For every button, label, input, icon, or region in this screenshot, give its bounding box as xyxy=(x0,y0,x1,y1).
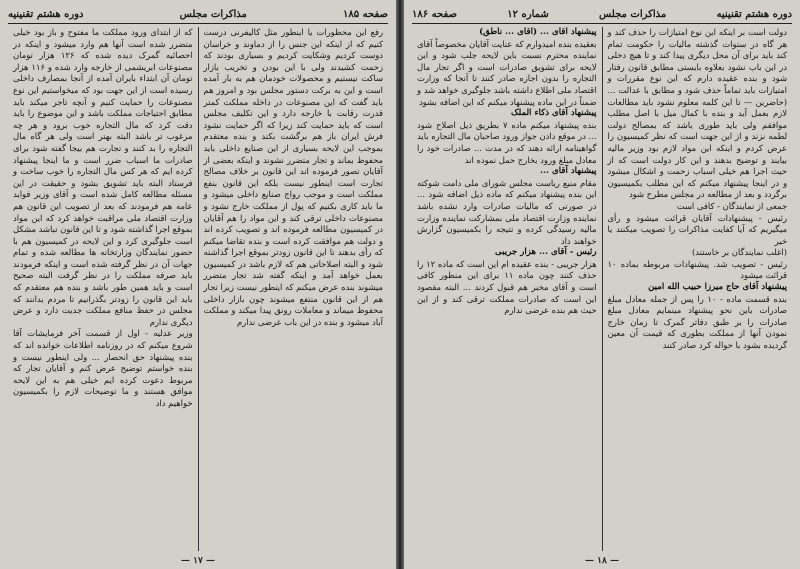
right-header-rule xyxy=(412,23,792,24)
right-col-right-text: دولت است بر اینکه این نوع امتیازات را حذف کند و هر گاه در سنوات گذشته مالیات را حکومت تمام کند باید برای آن محل دیگری پیدا کند و تا هیچ دخلی در این باب نشود بعلاوه بایستی مطابق قانون رفتار شود و بنده عقیده دارم که این نوع مقررات و امتیازات باید تماماً حذف شود و مطابق با عدالت ... (حاضرین — تا این کلمه معلوم نشود باید مطالعات لازم بعمل آید و بنده با کمال میل با اصل مطلب موافقم ولی باید طوری باشد که بمصالح دولت لطمه نزند و از این جهت است که نظر کمیسیون را عرض کردم و اینکه این مواد لازم بود وزیر مالیه بیایند و توضیح بدهند و این کار دولت است که از حیث اجرا هم خیلی اسباب زحمت و اشکال میشود و در اینجا پیشنهاد میکنم که این مطلب بکمیسیون برگردد و بعد از مطالعه در مجلس مطرح شود xyxy=(607,27,787,200)
left-page xyxy=(0,0,396,569)
sub-heading-1: پیشنهاد آقای ذکاء الملک xyxy=(510,108,597,119)
vote-line-3: (اغلب نمایندگان بر خاستند) xyxy=(691,247,787,258)
left-page-col-left xyxy=(8,27,198,551)
left-page-footer: — ۱۷ — xyxy=(181,556,215,566)
right-page-columns xyxy=(412,27,792,551)
left-col-right-text: رفع این محظورات یا اینطور مثل کالیفرنی درست کنیم که از اینکه این جنس را از دماوند و خراسان دوست کردیم وشکایت کردیم و بسیاری بودند که زحمت کشیدند ولی با این بودن و تخریب بازار ساکت نیستیم و محصولات خودمان هم به بار آمده است و این به برکت دستور مجلس بود و امروز هم باید گفت که این مصنوعات در داخله مملکت کمتر قدرت رقابت با خارجه دارد و این تکلیف مجلس است که باید حمایت کند زیرا که اگر حمایت نشود فرش ایران باز هم برگشت بکند و بنده معتقدم بموجب این لایحه بسیاری از این صنایع داخلی باید محفوظ بماند و تجار متضرر نشوند و اینکه بعضی از آقایان تصور فرموده اند این قانون بر خلاف مصالح تجارت است اینطور نیست بلکه این قانون بنفع مملکت است و موجب رواج صنایع داخلی میشود و ما باید کاری بکنیم که پول از مملکت خارج نشود و مصنوعات داخلی ترقی کند و این مواد را هم آقایان در کمیسیون مطالعه فرموده اند و تصویب کرده اند و دولت هم موافقت کرده است و بنده تقاضا میکنم که رأی بدهند تا این قانون زودتر بموقع اجرا گذاشته شود و البته اصلاحاتی هم که لازم باشد در کمیسیون بعمل خواهد آمد و اینکه گفته شد تجار متضرر میشوند بنده عرض میکنم که اینطور نیست زیرا تجار هم از این قانون منتفع میشوند چون بازار داخلی محفوظ میماند و معاملات رونق پیدا میکند و مملکت آباد میشود و بنده در این باب عرضی ندارم xyxy=(203,27,383,327)
right-page-issue: شماره ۱۲ xyxy=(507,8,549,20)
vote-line-4: رئیس - تصویب شد. پیشنهادات مربوطه بماده ۱۰ قرائت میشود xyxy=(607,258,787,281)
left-col-left-text: که از ابتدای ورود مملکت ما مفتوح و باز بود خیلی متضرر شده است آنها هم وارد میشود و اینکه در احصائیه گمرک دیده شده که ۱۲۶ هزار تومان مصنوعات ابریشمی از خارجه وارد شده و ۱۱۶ هزار تومان آن ابتداء بایران آمده از آنجا بمصارف داخلی رسیده است از این جهت بود که میخواستیم این نوع مصنوعات را حمایت کنیم و آنچه تاجر میکند باید مطابق احتیاجات مملکت باشد و این موضوع را باید دقت کرد که مال التجاره خوب برود و هر چه مرغوب تر باشد البته بهتر است ولی هر گاه مال التجاره را بد کنند و تجارت هم بیجا گفته شود برای صادرات ما اسباب ضرر است و ما اینجا پیشنهاد کرده ایم که هر کس مال التجاره را خوب ساخت و فرستاد البته باید تشویق بشود و حقیقت در این مسئله مطالعه کامل شده است و آقای وزیر فواید عامه هم فرمودند که بعد از تصویب این قانون هم وزارت اقتصاد ملی مراقبت خواهد کرد که این مواد بموقع اجرا گذاشته شود و تا این قانون نباشد مشکل است جلوگیری کرد و این لایحه در کمیسیون هم با حضور نمایندگان وزارتخانه ها مطالعه شده و تمام جهات آن در نظر گرفته شده است و اینکه فرمودند باید صرفه مملکت را در نظر گرفت البته صحیح است و باید همین طور باشد و بنده هم معتقدم که باید این قانون را زودتر بگذرانیم تا مردم بدانند که مجلس در حفظ منافع مملکت جدیت دارد و عرض دیگری ندارم xyxy=(13,27,193,327)
right-page xyxy=(404,0,800,569)
sub-heading-3: رئیس - آقای ... هزار جریبی xyxy=(495,247,597,258)
left-page-columns xyxy=(8,27,388,551)
right-page-col-right xyxy=(603,27,793,551)
proposal-text: بنده قسمت ماده - ۱۰ را پس از جمله معادل مبلغ صادرات باین نحو پیشنهاد مینمایم معادل مبلغ صادرات را بر طبق دفاتر گمرک تا زمان خارج نمودن آنها از مملکت بطوری که قیمت آن معین گردیده بشود با حواله کرد صادر کنند xyxy=(607,293,787,351)
left-page-session: دوره هشتم تقنینیه xyxy=(8,8,84,20)
vote-line-1: جمعی از نمایندگان - کافی است xyxy=(676,200,787,211)
left-header-rule xyxy=(8,23,388,24)
sub-text-1: بنده پیشنهاد میکنم ماده ۷ بطریق ذیل اصلاح شود ... در موقع دادن جواز ورود صاحبان مال التجاره باید گواهینامه ارائه دهند که در مدت ... صادرات خود را معادل مبلغ ورود بخارج حمل نموده اند xyxy=(417,119,597,165)
left-page-col-right xyxy=(199,27,389,551)
sub-heading-2: پیشنهاد آقای ... xyxy=(540,166,597,177)
left-page-header xyxy=(8,6,388,22)
right-col-left-heading: پیشنهاد آقای ... (آقای ... ناطق) xyxy=(479,27,597,37)
right-col-left-text: بعقیده بنده امیدوارم که عنایت آقایان مخصوصاً آقای نماینده محترم نسبت باین لایحه جلب شود و این لایحه برای تشویق صادرات است و اگر تجار مال التجاره را بدون اجازه صادر کنند تا آنجا که وزارت اقتصاد ملی اطلاع داشته باشد جلوگیری خواهد شد و ضمناً در این ماده پیشنهاد میکنم که این اضافه بشود xyxy=(417,38,597,107)
sub-text-3: هزار جریبی - بنده عقیده ام این است که ماده ۱۲ را حذف کنند چون ماده ۱۱ برای این منظور کافی است و آقای مخبر هم قبول کردند ... البته مقصود این است که صادرات مملکت ترقی کند و از این حیث هم بنده عرضی ندارم xyxy=(417,258,597,316)
right-page-title: مذاکرات مجلس xyxy=(599,8,667,20)
proposal-heading: پیشنهاد آقای حاج میرزا حبیب الله امین xyxy=(648,282,787,293)
left-page-number: صفحه ۱۸۵ xyxy=(343,8,388,20)
right-page-session: دوره هشتم تقنینیه xyxy=(716,8,792,20)
right-page-header xyxy=(412,6,792,22)
vote-line-2: رئیس - پیشنهادات آقایان قرائت میشود و رأی میگیریم که آیا کفایت مذاکرات را تصویب میکنند یا خیر xyxy=(607,212,787,246)
left-col-left-tail: وزیر عدلیه - اول از قسمت آخر فرمایشات آقا شروع میکنم که در روزنامه اطلاعات خوانده اند که بنده پیشنهاد حق انحصار ... ولی اینطور نیست و بنده خواستم توضیح عرض کنم و آقایان تجار که مربوط دعوت کرده ایم خیلی هم به این لایحه موافق هستند و ما توضیحات لازم را بکمیسیون خواهیم داد xyxy=(13,328,193,408)
book-gutter xyxy=(396,0,404,569)
right-page-footer: — ۱۸ — xyxy=(585,556,619,566)
right-page-number: صفحه ۱۸۶ xyxy=(412,8,457,20)
sub-text-2: مقام منیع ریاست مجلس شورای ملی دامت شوکته این بنده پیشنهاد میکنم که ماده ذیل اضافه شود ... در صورتی که مالیات صادرات وارد نشده باشد نماینده وزارت اقتصاد ملی بمشارکت نماینده وزارت مالیه رسیدگی کرده و نتیجه را بکمیسیون گزارش خواهند داد xyxy=(417,177,597,246)
right-page-col-left xyxy=(412,27,602,551)
left-page-title: مذاکرات مجلس xyxy=(179,8,247,20)
